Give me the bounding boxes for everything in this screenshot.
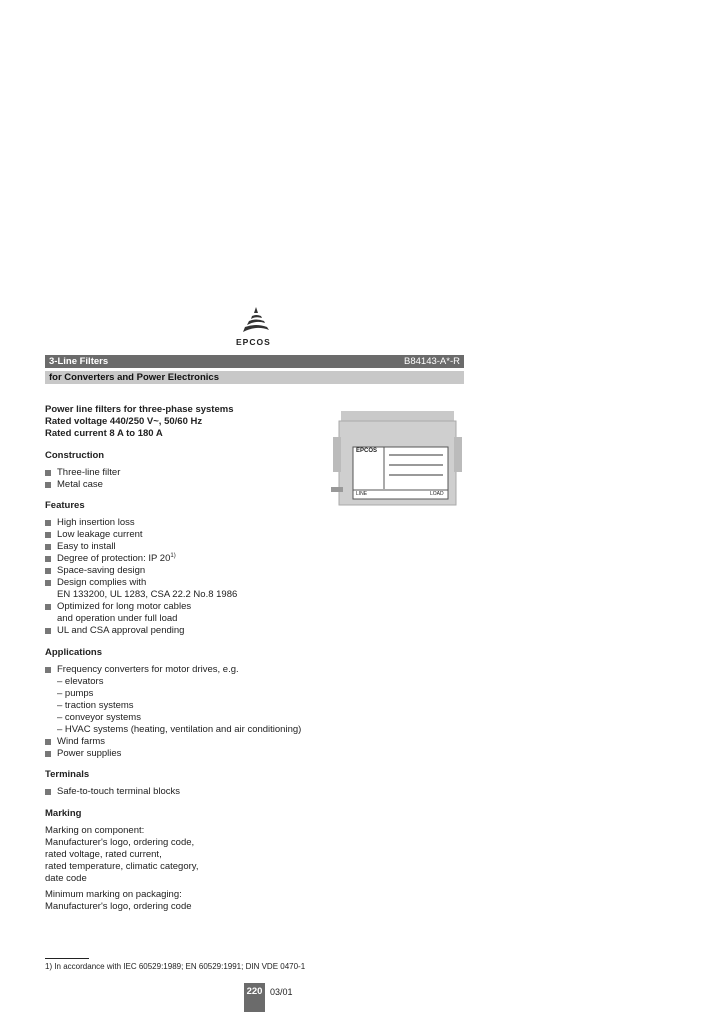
- bullet-icon: [45, 667, 51, 673]
- bullet-icon: [45, 520, 51, 526]
- text-line: Marking on component:: [45, 825, 145, 836]
- bullet-icon: [45, 482, 51, 488]
- ordering-code: B84143-A*-R: [404, 356, 460, 367]
- text-line: rated temperature, climatic category,: [45, 861, 199, 872]
- marking-section: [45, 808, 198, 913]
- label-load: LOAD: [430, 491, 444, 497]
- section-heading: Features: [45, 500, 85, 511]
- subtitle: for Converters and Power Electronics: [49, 372, 219, 383]
- list-item: Metal case: [45, 479, 120, 491]
- bullet-icon: [45, 568, 51, 574]
- list-item: Space-saving design: [45, 565, 237, 577]
- edition-date: 03/01: [270, 987, 293, 997]
- intro-line: Rated voltage 440/250 V~, 50/60 Hz: [45, 416, 203, 427]
- bullet-icon: [45, 604, 51, 610]
- list-item: Safe-to-touch terminal blocks: [45, 786, 180, 798]
- bullet-icon: [45, 751, 51, 757]
- sub-item: – traction systems: [57, 700, 134, 711]
- text-line: date code: [45, 873, 87, 884]
- list-item: Easy to install: [45, 541, 237, 553]
- product-image: [331, 407, 464, 507]
- text-line: Manufacturer's logo, ordering code: [45, 901, 192, 912]
- subtitle-bar: [45, 371, 464, 384]
- features-section: [45, 500, 237, 637]
- terminals-section: [45, 769, 180, 798]
- product-family-title: 3-Line Filters: [49, 356, 109, 367]
- sub-item: – pumps: [57, 688, 94, 699]
- logo-text: EPCOS: [236, 337, 271, 347]
- header-bar: [45, 355, 464, 368]
- section-heading: Marking: [45, 808, 82, 819]
- section-heading: Construction: [45, 450, 105, 461]
- intro-line: Power line filters for three-phase systems: [45, 404, 234, 415]
- list-item: Frequency converters for motor drives, e.g.: [45, 664, 301, 676]
- text-line: Minimum marking on packaging:: [45, 889, 182, 900]
- page-number: 220: [244, 983, 265, 1012]
- list-item: UL and CSA approval pending: [45, 625, 237, 637]
- list-item: Low leakage current: [45, 529, 237, 541]
- epcos-logo-icon: [236, 305, 276, 335]
- bullet-icon: [45, 532, 51, 538]
- list-item: Wind farms: [45, 736, 301, 748]
- sub-item: – elevators: [57, 676, 104, 687]
- list-item: Three-line filter: [45, 467, 120, 479]
- text-line: rated voltage, rated current,: [45, 849, 162, 860]
- bullet-icon: [45, 628, 51, 634]
- list-item: High insertion loss: [45, 517, 237, 529]
- applications-section: [45, 647, 301, 760]
- bullet-icon: [45, 580, 51, 586]
- sub-item: – conveyor systems: [57, 712, 141, 723]
- intro-line: Rated current 8 A to 180 A: [45, 428, 163, 439]
- footnote-rule: [45, 958, 89, 959]
- construction-section: [45, 450, 120, 491]
- bullet-icon: [45, 739, 51, 745]
- bullet-icon: [45, 544, 51, 550]
- sub-item: – HVAC systems (heating, ventilation and air conditioning): [57, 724, 302, 735]
- footnote-ref: 1): [170, 552, 176, 559]
- epcos-logo: [236, 305, 276, 347]
- list-item: Degree of protection: IP 20$^{1)}$: [45, 553, 237, 565]
- section-heading: Applications: [45, 647, 103, 658]
- list-item: Optimized for long motor cables and operation under full load: [45, 601, 237, 625]
- label-logo: EPCOS: [356, 448, 378, 454]
- bullet-icon: [45, 789, 51, 795]
- section-heading: Terminals: [45, 769, 90, 780]
- bullet-icon: [45, 556, 51, 562]
- intro: [45, 404, 233, 440]
- bullet-icon: [45, 470, 51, 476]
- list-item: Design complies with EN 133200, UL 1283, CSA 22.2 No.8 1986: [45, 577, 237, 601]
- list-item: Power supplies: [45, 748, 301, 760]
- text-line: Manufacturer's logo, ordering code,: [45, 837, 195, 848]
- label-line: LINE: [356, 491, 368, 497]
- footnote: 1) In accordance with IEC 60529:1989; EN 60529:1991; DIN VDE 0470-1: [45, 962, 306, 971]
